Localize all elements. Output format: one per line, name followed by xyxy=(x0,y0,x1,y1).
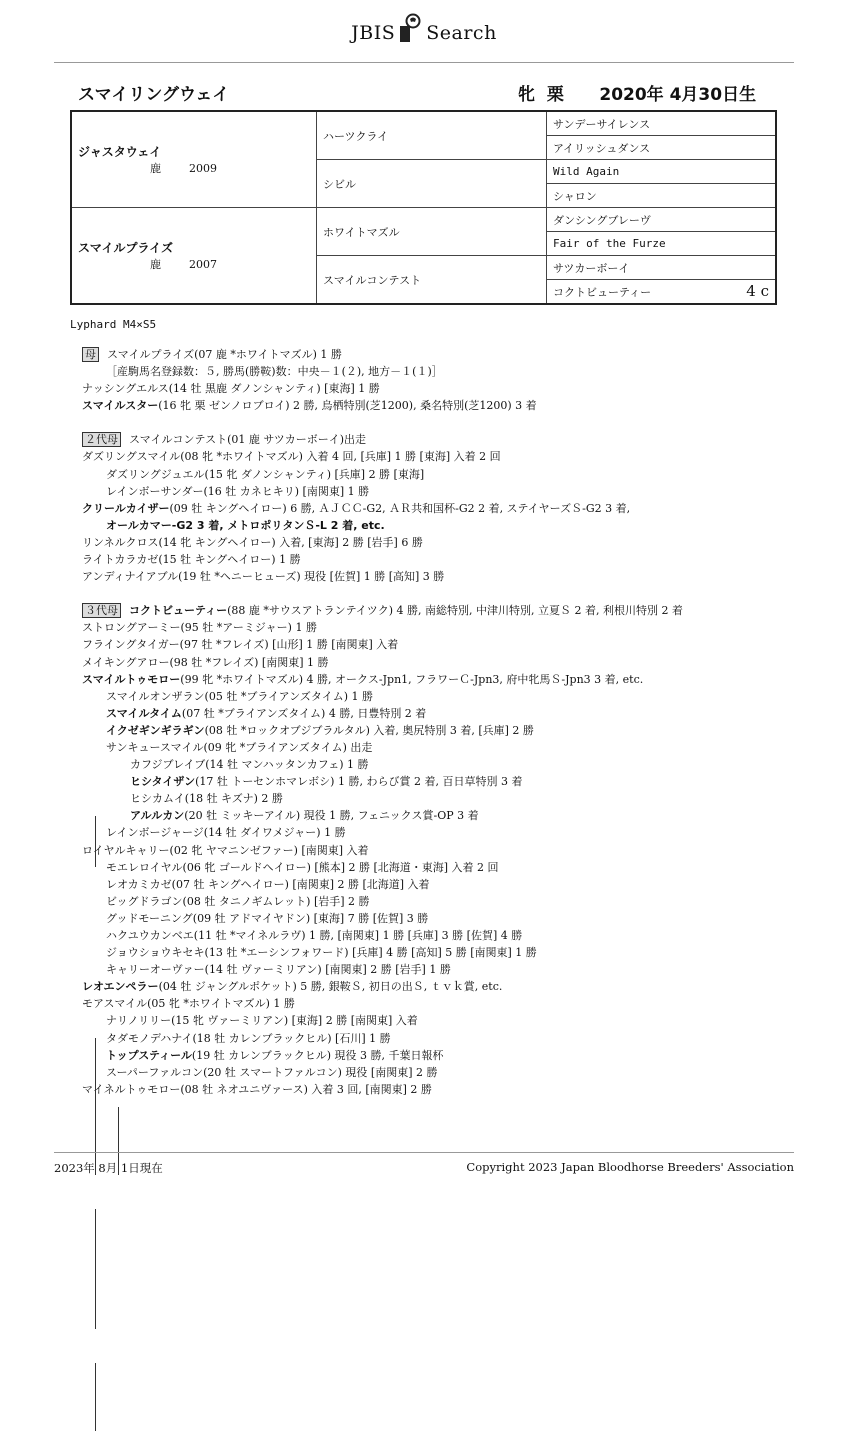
sire-name: ジャスタウェイ xyxy=(78,145,162,159)
pedigree-g3-cell: シャロン xyxy=(547,184,777,208)
horse-color: 栗 xyxy=(546,85,564,105)
family-entry: ヒシカムイ(18 牡 キズナ) 2 勝 xyxy=(130,792,283,806)
inbreeding-note: Lyphard M4×S5 xyxy=(70,318,157,331)
family-entry: ナリノリリー(15 牝 ヴァーミリアン) [東海] 2 勝 [南関東] 入着 xyxy=(106,1014,418,1028)
horse-birthdate: 2020年 4月30日生 xyxy=(599,85,757,105)
family-entry: ダズリングジュエル(15 牝 ダノンシャンティ) [兵庫] 2 勝 [東海] xyxy=(106,467,425,481)
magnifier-horse-icon xyxy=(397,12,425,44)
logo-jbis-text: JBIS xyxy=(351,22,396,44)
sire-color: 鹿 xyxy=(150,162,161,175)
third-dam-line: ３代母 コクトビューティー(88 鹿 *サウスアトランテイツク) 4 勝, 南総特別, 中津川特別, 立夏Ｓ 2 着, 利根川特別 2 着 xyxy=(70,602,790,619)
pedigree-g3-cell: Fair of the Furze xyxy=(547,232,777,256)
family-entry: ヒシタイザン(17 牡 トーセンホマレボシ) 1 勝, わらび賞 2 着, 百日草特別 3 着 xyxy=(130,775,523,789)
family-entry: スマイルトゥモロー(99 牝 *ホワイトマズル) 4 勝, オークス-Jpn1, フラワーＣ-Jpn3, 府中牝馬Ｓ-Jpn3 3 着, etc. xyxy=(82,672,644,686)
pedigree-g2-cell: シビル xyxy=(317,160,547,208)
family-entry: アルルカン(20 牡 ミッキーアイル) 現役 1 勝, フェニックス賞-OP 3 着 xyxy=(130,809,479,823)
family-entry: アンディナイアブル(19 牡 *ヘニーヒューズ) 現役 [佐賀] 1 勝 [高知] 3 勝 xyxy=(82,570,445,584)
tree-connector xyxy=(95,1038,96,1175)
produce-summary: ［産駒馬名登録数：５, 勝馬(勝鞍)数：中央－１(２), 地方－１(１)］ xyxy=(106,365,443,379)
family-entry: モエレロイヤル(06 牝 ゴールドヘイロー) [熊本] 2 勝 [北海道・東海] 入着 2 回 xyxy=(106,860,499,874)
family-entry: レオカミカゼ(07 牡 キングヘイロー) [南関東] 2 勝 [北海道] 入着 xyxy=(106,877,430,891)
pedigree-g3-last-cell xyxy=(547,280,777,305)
pedigree-sire-cell xyxy=(71,111,317,208)
footer-divider xyxy=(54,1152,794,1153)
generation-tag: ２代母 xyxy=(82,432,121,447)
dam-line: 母 スマイルプライズ(07 鹿 *ホワイトマズル) 1 勝 xyxy=(70,346,790,363)
pedigree-g3-cell: サツカーボーイ xyxy=(547,256,777,280)
family-record xyxy=(70,346,790,1098)
pedigree-g2-cell: ハーツクライ xyxy=(317,111,547,160)
family-entry: レインボーサンダー(16 牡 カネヒキリ) [南関東] 1 勝 xyxy=(106,484,370,498)
pedigree-table xyxy=(70,110,777,305)
family-entry: ストロングアーミー(95 牡 *アーミジャー) 1 勝 xyxy=(82,621,317,635)
family-entry: スマイルオンザラン(05 牡 *ブライアンズタイム) 1 勝 xyxy=(106,689,373,703)
family-entry: レインボージャージ(14 牡 ダイワメジャー) 1 勝 xyxy=(106,826,346,840)
generation-tag: ３代母 xyxy=(82,603,121,618)
generation-tag: 母 xyxy=(82,347,99,362)
family-entry: トップスティール(19 牡 カレンブラックヒル) 現役 3 勝, 千葉日報杯 xyxy=(106,1048,444,1062)
pedigree-g3-cell: Wild Again xyxy=(547,160,777,184)
family-entry: タダモノデハナイ(18 牡 カレンブラックヒル) [石川] 1 勝 xyxy=(106,1031,391,1045)
pedigree-dam-cell xyxy=(71,208,317,305)
pedigree-g2-cell: スマイルコンテスト xyxy=(317,256,547,305)
header-divider xyxy=(54,62,794,63)
family-entry: キャリーオーヴァー(14 牡 ヴァーミリアン) [南関東] 2 勝 [岩手] 1 勝 xyxy=(106,963,451,977)
as-of-date: 2023年 8月 1日現在 xyxy=(54,1161,163,1175)
family-entry: ジョウショウキセキ(13 牡 *エーシンフォワード) [兵庫] 4 勝 [高知] 5 勝 [南関東] 1 勝 xyxy=(106,946,537,960)
horse-sex: 牝 xyxy=(518,85,535,105)
family-entry: ライトカラカゼ(15 牡 キングヘイロー) 1 勝 xyxy=(82,553,301,567)
family-entry: ハクユウカンベエ(11 牡 *マイネルラヴ) 1 勝, [南関東] 1 勝 [兵庫] 3 勝 [佐賀] 4 勝 xyxy=(106,929,523,942)
family-entry: スマイルタイム(07 牡 *ブライアンズタイム) 4 勝, 日豊特別 2 着 xyxy=(106,706,427,720)
family-entry: ロイヤルキャリー(02 牝 ヤマニンゼファー) [南関東] 入着 xyxy=(82,843,369,857)
family-entry: フライングタイガー(97 牡 *フレイズ) [山形] 1 勝 [南関東] 入着 xyxy=(82,638,399,652)
pedigree-g3-name: コクトビューティー xyxy=(553,285,652,299)
pedigree-g2-cell: ホワイトマズル xyxy=(317,208,547,256)
horse-profile xyxy=(518,80,756,105)
family-entry: レオエンペラー(04 牡 ジャングルポケット) 5 勝, 銀鞍Ｓ, 初日の出Ｓ, ｔｖｋ賞, etc. xyxy=(82,980,503,994)
family-entry: スーパーファルコン(20 牡 スマートファルコン) 現役 [南関東] 2 勝 xyxy=(106,1065,438,1079)
pedigree-g3-cell: ダンシングブレーヴ xyxy=(547,208,777,232)
family-entry: クリールカイザー(09 牡 キングヘイロー) 6 勝, ＡＪＣＣ-G2, ＡＲ共和国杯-G2 2 着, ステイヤーズＳ-G2 3 着, xyxy=(82,501,631,515)
logo-search-text: Search xyxy=(426,22,497,44)
family-entry: イクゼギンギラギン(08 牡 *ロックオブジブラルタル) 入着, 奥尻特別 3 着, [兵庫] 2 勝 xyxy=(106,723,534,737)
family-entry: マイネルトゥモロー(08 牡 ネオユニヴァース) 入着 3 回, [南関東] 2 勝 xyxy=(82,1082,432,1096)
family-number: 4 c xyxy=(746,282,769,300)
dam-color: 鹿 xyxy=(150,258,161,271)
family-entry: メイキングアロー(98 牡 *フレイズ) [南関東] 1 勝 xyxy=(82,655,329,669)
jbis-logo xyxy=(0,12,848,44)
second-dam-line: ２代母 スマイルコンテスト(01 鹿 サツカーボーイ)出走 xyxy=(70,431,790,448)
sire-year: 2009 xyxy=(189,162,217,175)
family-entry: モアスマイル(05 牝 *ホワイトマズル) 1 勝 xyxy=(82,997,295,1011)
family-entry: サンキュースマイル(09 牝 *ブライアンズタイム) 出走 xyxy=(106,740,373,754)
family-entry: カフジブレイブ(14 牡 マンハッタンカフェ) 1 勝 xyxy=(130,758,369,772)
family-entry: リンネルクロス(14 牝 キングヘイロー) 入着, [東海] 2 勝 [岩手] 6 勝 xyxy=(82,535,423,549)
family-entry: グッドモーニング(09 牡 アドマイヤドン) [東海] 7 勝 [佐賀] 3 勝 xyxy=(106,911,429,925)
tree-connector xyxy=(95,1209,96,1329)
tree-connector xyxy=(95,1363,96,1431)
family-entry: スマイルスター(16 牝 栗 ゼンノロブロイ) 2 勝, 烏栖特別(芝1200), 桑名特別(芝1200) 3 着 xyxy=(82,399,537,413)
family-entry: ダズリングスマイル(08 牝 *ホワイトマズル) 入着 4 回, [兵庫] 1 勝 [東海] 入着 2 回 xyxy=(82,450,501,464)
tree-connector xyxy=(95,816,96,867)
dam-name: スマイルプライズ xyxy=(78,241,174,255)
dam-year: 2007 xyxy=(189,258,217,271)
family-entry: ナッシングエルス(14 牡 黒鹿 ダノンシャンティ) [東海] 1 勝 xyxy=(82,382,380,396)
family-entry: ビッグドラゴン(08 牡 タニノギムレット) [岩手] 2 勝 xyxy=(106,894,370,908)
family-entry-continued: オールカマー-G2 3 着, メトロポリタンＳ-L 2 着, etc. xyxy=(106,518,385,532)
pedigree-g3-cell: アイリッシュダンス xyxy=(547,136,777,160)
horse-name: スマイリングウェイ xyxy=(78,85,230,105)
copyright: Copyright 2023 Japan Bloodhorse Breeders' Association xyxy=(466,1160,794,1174)
pedigree-g3-cell: サンデーサイレンス xyxy=(547,111,777,136)
